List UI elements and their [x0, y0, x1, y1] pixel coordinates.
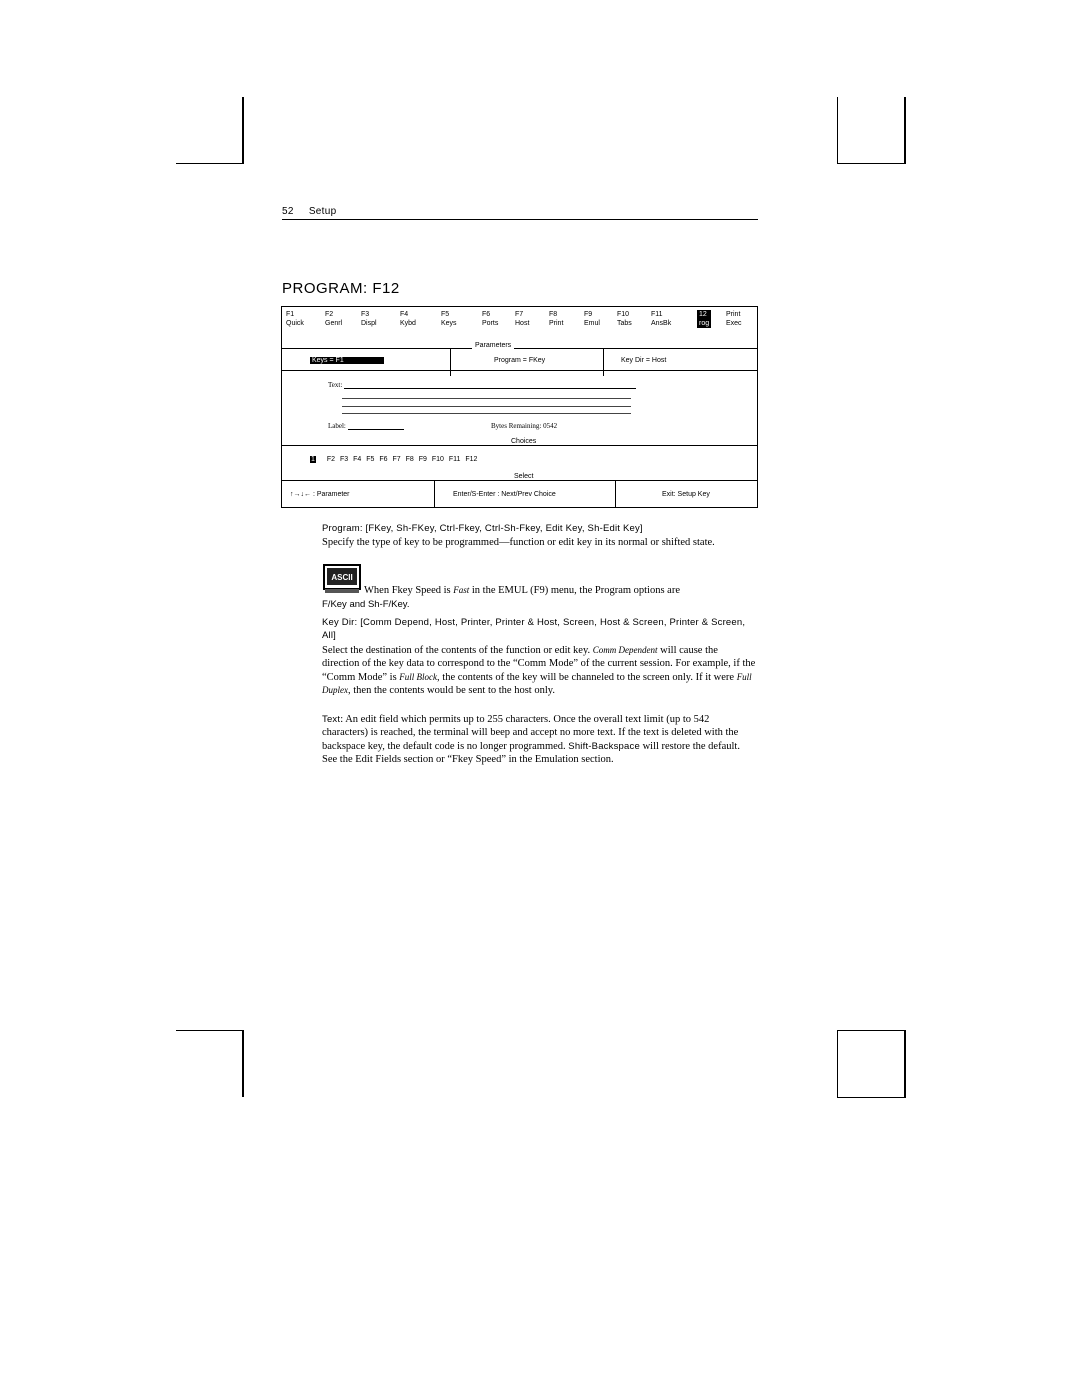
- fkey-f10[interactable]: F10 Tabs: [617, 311, 632, 327]
- choice-f3[interactable]: F3: [339, 456, 349, 463]
- header-rule: [282, 219, 758, 220]
- page-number: 52: [282, 206, 294, 217]
- choice-f4[interactable]: F4: [353, 456, 362, 463]
- page-header: [282, 206, 348, 217]
- crop-mark-bottom-right: [837, 1030, 906, 1098]
- fkey-f6[interactable]: F6 Ports: [482, 311, 499, 327]
- divider-v-2: [603, 348, 604, 376]
- divider-choices: [282, 445, 757, 446]
- text-description: Text: An edit field which permits up to 255 characters. Once the overall text limit (up to 542 characters) is reached, the terminal will beep and accept no more text. If the text is deleted with the backspace key, the default code is no longer programmed. Shift-Backspace will restore the default. See the Edit Fields section or “Fkey Speed” in the Emulation section.: [322, 714, 740, 765]
- choices-list: [310, 456, 477, 463]
- choice-f10[interactable]: F10: [431, 456, 444, 463]
- key-dir-description: Select the destination of the contents of the function or edit key. Comm Dependent will cause the direction of the key data to correspond to the “Comm Mode” of the current session. For example, if the “Comm Mode” is Full Block, the contents of the key will be channeled to the screen only. If it were Full Duplex, then the contents would be sent to the host only.: [322, 645, 756, 696]
- choice-f1-selected[interactable]: 1: [311, 456, 315, 463]
- select-caption: Select: [511, 473, 536, 480]
- nav-hint: ↑→↓← : Parameter: [290, 491, 350, 498]
- enter-hint: Enter/S-Enter : Next/Prev Choice: [453, 491, 556, 498]
- page-title: PROGRAM: F12: [282, 280, 400, 297]
- bytes-remaining: Bytes Remaining: 0542: [491, 422, 558, 430]
- divider-parameters: [282, 348, 757, 349]
- divider-params-bottom: [282, 370, 757, 371]
- fkey-f11[interactable]: F11 AnsBk: [651, 311, 672, 327]
- divider-v-1: [450, 348, 451, 376]
- crop-mark-top-right: [837, 97, 906, 164]
- fkey-f9[interactable]: F9 Emul: [584, 311, 600, 327]
- key-dir-field[interactable]: Key Dir = Host: [621, 357, 667, 364]
- choice-f12[interactable]: F12: [465, 456, 478, 463]
- divider-select: [282, 480, 757, 481]
- choice-f7[interactable]: F7: [392, 456, 401, 463]
- keys-field[interactable]: Keys = F1: [310, 357, 384, 364]
- fkey-speed-note: When Fkey Speed is Fast in the EMUL (F9) menu, the Program options are: [364, 585, 681, 596]
- choice-f11[interactable]: F11: [448, 456, 461, 463]
- fkey-f5[interactable]: F5 Keys: [441, 311, 457, 327]
- fkey-print[interactable]: Print Exec: [726, 311, 742, 327]
- fkey-f8[interactable]: F8 Print: [549, 311, 564, 327]
- fkey-f12-active[interactable]: 12 rog: [699, 311, 710, 327]
- fkey-f1[interactable]: F1 Quick: [286, 311, 304, 327]
- text-edit-field[interactable]: Text:: [328, 381, 636, 389]
- svg-text:ASCII: ASCII: [331, 573, 353, 582]
- ascii-terminal-icon: [323, 564, 361, 594]
- choice-f6[interactable]: F6: [379, 456, 388, 463]
- divider-v-3: [434, 480, 435, 507]
- program-description: Specify the type of key to be programmed—function or edit key in its normal or shifted state.: [322, 537, 715, 548]
- section-name: Setup: [308, 206, 337, 217]
- fkey-speed-note-options: F/Key and Sh-F/Key.: [322, 599, 410, 610]
- exit-hint: Exit: Setup Key: [662, 491, 710, 498]
- program-heading: Program: [FKey, Sh-FKey, Ctrl-Fkey, Ctrl-Sh-Fkey, Edit Key, Sh-Edit Key]: [322, 523, 643, 534]
- choice-f5[interactable]: F5: [366, 456, 375, 463]
- text-line-3: [342, 406, 631, 407]
- program-field[interactable]: Program = FKey: [494, 357, 546, 364]
- label-edit-field[interactable]: Label:: [328, 422, 404, 430]
- parameters-caption: Parameters: [472, 342, 514, 349]
- choice-f2[interactable]: F2: [326, 456, 336, 463]
- setup-screen: [281, 306, 758, 508]
- choice-f8[interactable]: F8: [405, 456, 414, 463]
- divider-v-4: [615, 480, 616, 507]
- fkey-f3[interactable]: F3 Displ: [361, 311, 377, 327]
- fkey-f7[interactable]: F7 Host: [515, 311, 530, 327]
- fkey-f2[interactable]: F2 Genrl: [325, 311, 343, 327]
- crop-mark-bottom-left: [176, 1030, 244, 1097]
- choice-f9[interactable]: F9: [418, 456, 427, 463]
- key-dir-heading: Key Dir: [Comm Depend, Host, Printer, Printer & Host, Screen, Host & Screen, Printer & Screen, All]: [322, 617, 746, 642]
- choices-caption: Choices: [508, 438, 539, 445]
- text-line-4: [342, 413, 631, 414]
- crop-mark-top-left: [176, 97, 244, 164]
- text-line-2: [342, 398, 631, 399]
- fkey-f4[interactable]: F4 Kybd: [400, 311, 416, 327]
